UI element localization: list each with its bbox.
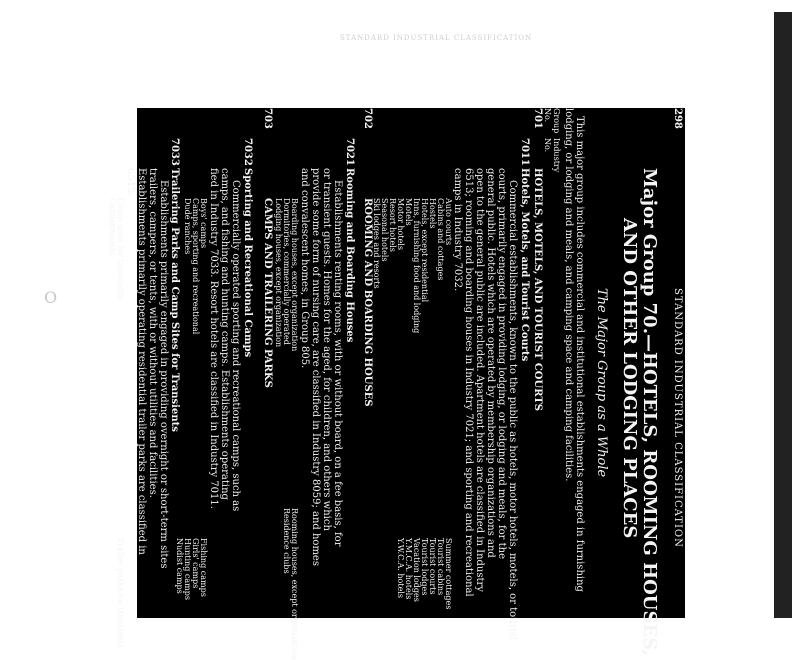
list-7033-1: Campgrounds (108, 198, 117, 255)
list-7021-0: Boarding houses, except organization (290, 198, 299, 352)
desc-7021-1: Establishments renting rooms, with or without board, on a fee basis, for (332, 180, 343, 547)
list-7011-r5: Y.M.C.A. hotels (404, 538, 413, 600)
list-7021-r1: Residence clubs (282, 508, 291, 574)
code-702: 702 (362, 108, 373, 129)
heading-7021: Rooming and Boarding Houses (344, 168, 355, 343)
heading-702: ROOMING AND BOARDING HOUSES (362, 198, 373, 407)
industry-no-label: No. (543, 138, 552, 153)
list-7011-5: Motels (404, 198, 413, 226)
heading-7033: Trailering Parks and Camp Sites for Transients (169, 168, 180, 432)
subtitle: The Major Group as a Whole (594, 288, 609, 478)
desc-7021-3: provide some form of nursing care, are classified in Industry 8059; and homes (310, 168, 321, 566)
title-line-2: AND OTHER LODGING PLACES (619, 218, 640, 539)
rotated-text-block (108, 108, 685, 660)
list-7032-3: Fishing camps (199, 538, 208, 597)
desc-7033-3: Establishments primarily operating residential trailer parks are classified in (136, 168, 147, 555)
list-7011-6: Motor hotels (396, 198, 405, 250)
list-7021-1: Dormitories, commercially operated (282, 198, 291, 345)
desc-7011-2: courts, primarily engaged in providing lodging, or lodging and meals, for the (496, 168, 507, 560)
group-no-label: No. (543, 108, 552, 123)
page-number: 298 (672, 108, 683, 129)
desc-7011-1: Commercial establishments, known to the public as hotels, motor hotels, motels, or tourist (507, 180, 518, 641)
list-7011-r0: Summer cottages (444, 538, 453, 610)
code-703: 703 (262, 108, 273, 129)
list-7011-9: Ski lodges and resorts (372, 198, 381, 289)
margin-mark: O (44, 288, 58, 307)
desc-7032-3: fied in Industry 7033. Resort hotels are classified in Industry 7011. (208, 168, 219, 509)
code-7032: 7032 (242, 138, 253, 166)
industry-label: Industry (552, 138, 561, 173)
list-7011-0: Auto courts (444, 198, 453, 246)
list-7011-r4: Vacation lodges (412, 538, 421, 602)
desc-7033-4: 6515. (125, 168, 136, 197)
code-701: 701 (532, 108, 543, 129)
heading-7032: Sporting and Recreational Camps (242, 168, 253, 358)
desc-7032-2: camps, and fishing and hunting camps. Establishments operating (219, 168, 230, 500)
desc-7021-4: and convalescent homes, in Group 805. (299, 168, 310, 369)
desc-7011-4: open to the general public are included. Apartment hotels are classified in Industry (474, 168, 485, 592)
list-7011-r2: Tourist courts (428, 538, 437, 595)
desc-7011-5: 6513; rooming and boarding houses in Industry 7021; and sporting and recreational (463, 168, 474, 597)
desc-7032-1: Commercially operated sporting and recreational camps, such as (230, 180, 241, 512)
list-7032-1: Camps, sporting and recreational (191, 198, 200, 335)
running-head: STANDARD INDUSTRIAL CLASSIFICATION (672, 288, 683, 548)
desc-7011-3: general public. Hotels which are operated by membership organizations and (485, 168, 496, 558)
desc-7033-1: Establishments primarily engaged in providing overnight or short-term sites (158, 180, 169, 569)
list-7033-r0: Trailer parks for transients (116, 538, 125, 649)
intro-line-2: lodging, or lodging and meals, and camping space and camping facilities. (563, 108, 574, 482)
list-7011-r1: Tourist cabins (436, 538, 445, 596)
heading-701: HOTELS, MOTELS, AND TOURIST COURTS (532, 168, 543, 412)
title-line-1: Major Group 70.—HOTELS, ROOMING HOUSES, (639, 168, 660, 656)
list-7011-4: Inns, furnishing food and lodging (412, 198, 421, 334)
list-7032-0: Boys' camps (199, 198, 208, 249)
code-7033: 7033 (169, 138, 180, 166)
list-7011-1: Cabins and cottages (436, 198, 445, 281)
faint-header-text: STANDARD INDUSTRIAL CLASSIFICATION (340, 34, 533, 42)
intro-line-1: This major group includes commercial and institutional establishments engaged in furnishing (574, 116, 585, 592)
list-7032-6: Nudist camps (175, 538, 184, 594)
list-7021-2: Lodging houses, except organization (274, 198, 283, 348)
desc-7021-2: or transient guests. Homes for the aged, for children, and others which (321, 168, 332, 531)
page-edge-shadow (774, 12, 792, 618)
list-7032-4: Girls' camps (191, 538, 200, 589)
code-7021: 7021 (344, 138, 355, 166)
list-7011-8: Seasonal hotels (380, 198, 389, 262)
list-7011-2: Hostels (428, 198, 437, 229)
inverted-page-area (108, 108, 685, 660)
list-7011-7: Resort hotels (388, 198, 397, 252)
desc-7011-6: camps in Industry 7032. (452, 168, 463, 292)
list-7033-0: Camp sites for transients (116, 198, 125, 301)
list-7011-r6: Y.W.C.A. hotels (396, 538, 405, 598)
list-7021-r0: Rooming houses, except organization (290, 508, 299, 660)
list-7011-r3: Tourist lodges (420, 538, 429, 596)
desc-7033-2: trailers, campers, or tents, with or without utilities and facilities. (147, 168, 158, 498)
heading-7011: Hotels, Motels, and Tourist Courts (519, 168, 530, 362)
list-7011-3: Hotels, except residential (420, 198, 429, 303)
list-7032-5: Hunting camps (183, 538, 192, 600)
code-7011: 7011 (519, 138, 530, 166)
list-7032-2: Dude ranches (183, 198, 192, 255)
group-label: Group (552, 108, 561, 134)
heading-703: CAMPS AND TRAILERING PARKS (262, 198, 273, 388)
